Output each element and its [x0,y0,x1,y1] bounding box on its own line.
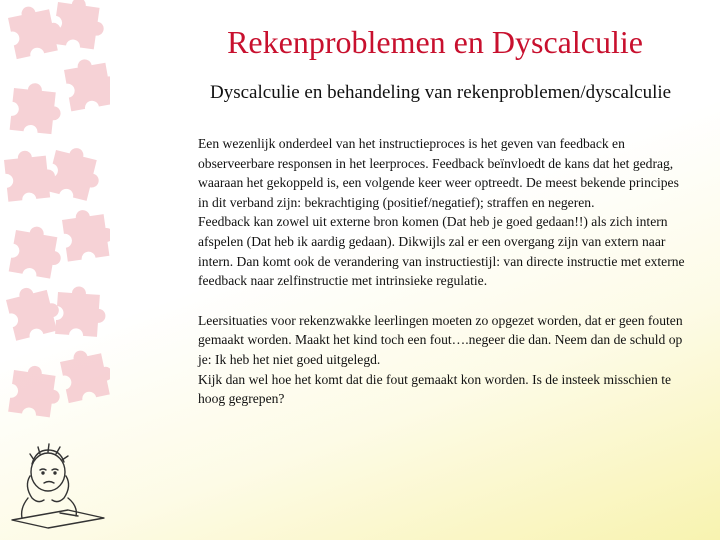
puzzle-piece-icon [8,363,63,418]
puzzle-piece-icon [10,81,64,135]
thinking-student-icon [8,440,108,530]
puzzle-piece-icon [63,55,110,112]
puzzle-piece-icon [61,206,110,261]
puzzle-piece-icon [3,148,57,202]
paragraph: Leersituaties voor rekenzwakke leerlingen moeten zo opgezet worden, dat er geen fouten gemaakt worden. Maakt het kind toch een fout….negeer die dan. Neem dan de schuld op je: Ik heb het niet goed uitgelegd. [198,312,683,367]
body-text [198,134,690,409]
puzzle-piece-icon [4,281,63,340]
puzzle-piece-icon [59,345,110,403]
page-subtitle: Dyscalculie en behandeling van rekenproblemen/dyscalculie [210,82,672,103]
puzzle-piece-icon [55,285,107,337]
puzzle-piece-icon [9,223,66,280]
paragraph: Feedback kan zowel uit externe bron komen (Dat heb je goed gedaan!!) als zich intern afspelen (Dat heb ik aardig gedaan). Dikwijls zal er een overgang zijn van extern naar intern. Dan komt ook de verandering van instructiestijl: van directe instructie met externe feedback naar zelfinstructie met intrinsieke regulatie. [198,214,685,289]
puzzle-piece-icon [46,143,105,202]
page-title: Rekenproblemen en Dyscalculie [227,24,643,60]
paragraph: Kijk dan wel hoe het komt dat die fout gemaakt kon worden. Is de insteek misschien te hoog gegrepen? [198,371,672,407]
paragraph: Een wezenlijk onderdeel van het instructieproces is het geven van feedback en observeerbare responsen in het leerproces. Feedback beïnvloedt de kans dat het gedrag, waaraan het gekoppeld is, een volgende keer weer optreedt. De meest bekende principes in dit verband zijn: bekrachtiging (positief/negatief); straffen en negeren. [198,136,679,210]
